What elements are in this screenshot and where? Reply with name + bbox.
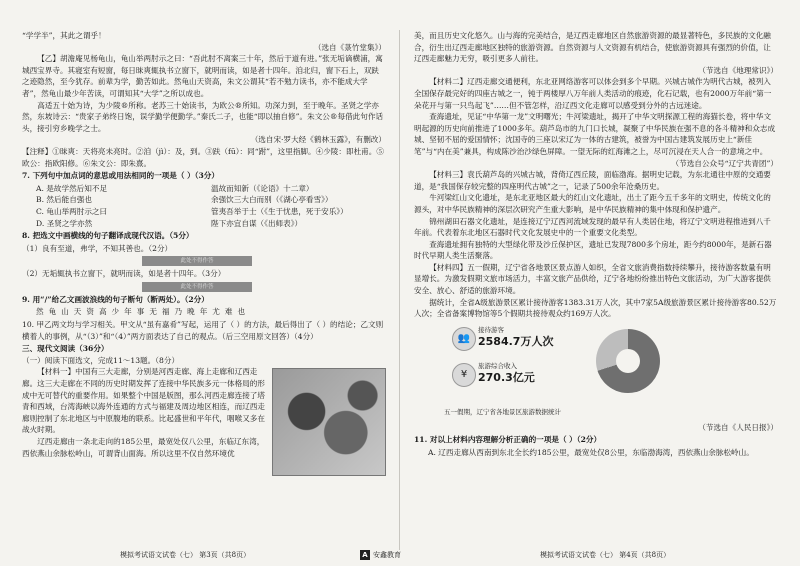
question-7: 7. 下列句中加点词的意思或用法相同的一项是（ ）（3分） [22, 171, 219, 181]
material-3-p1: 【材料三】袁氏葫芦岛的兴城古城，背倚辽西丘陵，面临渤海。据明史记载，为东北通往中原的交通要道，是“我国保存较完整的四座明代古城”之一，记录了500余年沧桑历史。 [414, 170, 771, 191]
source-note: （节选自《人民日报》） [698, 422, 778, 432]
material-1-p1: 【材料一】中国有三大走廊，分别是河西走廊、海上走廊和辽西走廊。这三大走廊在不同的历史时期发挥了连接中华民族多元一体格局的形成中无可替代的重要作用。如果整个中国是版图，那么河西走廊连接了塔青和西域，台湾海峡以海外连通的方式与福建及周边地区相连，而辽西走廊则控制了东北地区与中原腹地的联系。比起盛世和平年代，咽喉又多在战火时期。 [22, 367, 265, 435]
material-3-p4: 查海遗址拥有独特的大型绿化带及沙丘保护区，遗址已发现7800多个房址，距今约8000年，是新石器时代早期人类生活聚落。 [414, 239, 772, 261]
stat-label: 旅游综合收入 [478, 361, 517, 370]
material-3-p3: 锦州湖田石器文化遗址，是连接辽宁辽西河流域发现的最早有人类居住地，将辽宁文明进程推进到八千年前。代表着东北地区石器时代文化发展史中的一个重要文化类型。 [414, 216, 771, 238]
money-icon: ¥ [452, 363, 476, 387]
material-1-p3: 美，而且历史文化悠久。山与海的完美结合，是辽西走廊地区自然旅游资源的最显著特色，多民族的文化融合，衍生出辽西走廊地区独特的旅游资源。自然资源与人文资源有机结合，使旅游资源具有强烈的价值，让辽西走廊魅力无穷，吸引更多人前往。 [414, 31, 771, 64]
page-4 [400, 0, 800, 566]
question-8: 8. 把选文中画横线的句子翻译成现代汉语。（5分） [22, 231, 194, 241]
section-subtitle: （一）阅读下面选文，完成11～13题。（8分） [22, 355, 180, 365]
donut-chart [596, 329, 660, 393]
material-1-p2: 辽西走廊由一条北走向的185公里，最宽处仅八公里，东临辽东湾，西依燕山余脉松岭山，可谓背山面海。所以这里不仅自然环境优 [22, 437, 265, 458]
source-note: （选自宋·罗大经《鹤林玉露》，有删改） [250, 135, 386, 145]
section-title: 三、现代文阅读（36分） [22, 344, 109, 354]
page-footer-right: 模拟考试语文试卷（七） 第4页（共8页） [540, 551, 671, 559]
passage-b-p2: 高适五十始为诗，为少陵®所称。老苏三十始读书，为欧公®所知。功深力到，至于晚年。圣贤之学亦然，东坡诗云：“贵家子弟终日饱，误学勤学便勤学。”秦氏二子，也能“即以抽自修”。朱文公®每借此句作话头，接引穷乡晚学之士。 [22, 100, 384, 133]
question-8-1: （1）良有至道，弗学，不知其善也。（2分） [22, 243, 173, 253]
source-note: （选自《菉竹堂集》） [313, 42, 386, 52]
stat-value: 270.3亿元 [478, 371, 535, 385]
material-4-p1: 【材料四】五一假期，辽宁省各地景区景点游人如织，全省文旅消费指数持续攀升，接待游客数量有明显增长。为激发假期文旅市场活力，丰富文旅产品供给，辽宁各地纷纷推出特色文旅活动，为广大游客提供安全、放心、舒适的旅游环境。 [414, 262, 771, 296]
passage-b-p1: 【乙】胡澹庵见杨龟山，龟山举两肘示之曰：“吾此肘不离案三十年，然后于道有进。”张无垢谪横浦，寓城西宝界寺。其寝室有短窗，每日昧爽辄执书立窗下，就明而读，如是者十四年。洎北归，窗下石上，双趺之迹隐然，至今犹存。前辈为学，勤苦如此。然龟山天资高，朱文公谓其“若不勉力读书，亦不能成大学者”，然龟山最少年苦读，可谓知其“大学”之所以成也。 [22, 54, 383, 98]
q7-option-b[interactable]: B. 然后能自强也 余强饮三大白而别（《湖心亭看雪》） [36, 195, 333, 205]
answer-box[interactable]: 此处不得作答 [142, 282, 252, 292]
infographic-caption: 五一假期，辽宁省各地景区旅游数据统计 [444, 408, 561, 417]
question-8-2: （2）无垢辄执书立窗下，就明而读，如是者十四年。（3分） [22, 269, 226, 279]
question-9-text: 然龟山天资高少年事无福乃晚年尤难也 [36, 307, 251, 317]
stat-label: 接待游客 [478, 325, 504, 334]
publisher-mark: A 安鑫教育 [360, 550, 401, 560]
tourism-infographic [414, 323, 778, 419]
q7-option-c[interactable]: C. 龟山举两肘示之曰 管夷吾举于士（《生于忧患，死于安乐》） [36, 206, 348, 216]
question-10: 10. 甲乙两文均与学习相关。甲文从“虽有嘉肴”写起，运用了（ ）的方法，最后得出了（ ）的结论；乙文则横着人的事例，从“（3）”和“（4）”两方面表达了自己的观点。（后三空用原文回答）（4分） [22, 320, 384, 341]
material-2-p2: 查海遗址，见证“中华第一龙”文明曙光；牛河梁遗址，揭开了中华文明探源工程的海猫长卷，将中华文明起源的历史向前推进了1000多年。葫芦岛市的九门口长城，凝聚了中华民族在强不息的各斗精神和众志成城、坚韧不屈的爱国情怀；沈国寺的三座以宋辽为一体的古建筑，被誉为中国古建筑发展历史上“新佳笔”与“内在美”兼具，构成陈沙治沙绿色屏障。一望无际的红海滩之上，尽可沉浸在天人合一的意境之中。 [414, 112, 776, 156]
stat-value: 2584.7万人次 [478, 335, 554, 349]
text-line: “学学半”，其此之谓乎！ [22, 31, 106, 40]
people-icon: 👥 [452, 327, 476, 351]
q7-option-d[interactable]: D. 圣贤之学亦然 陛下亦宜自谋（《出师表》） [36, 218, 303, 228]
question-9: 9. 用“/”给乙文画波浪线的句子断句（断两处）。（2分） [22, 294, 209, 304]
page-footer-left: 模拟考试语文试卷（七） 第3页（共8页） [120, 551, 251, 559]
q11-option-a[interactable]: A. 辽西走廊从西南到东北全长约185公里，最宽处仅8公里，东临渤海湾，西依燕山余脉松岭山。 [428, 448, 754, 458]
material-4-p2: 据统计，全省A级旅游景区累计接待游客1383.31万人次，其中7家5A级旅游景区累计接待游客80.52万人次；全省备案博物馆等5个假期共接待观众约169万人次。 [414, 297, 777, 319]
question-11: 11. 对以上材料内容理解分析正确的一项是（ ）（2分） [414, 435, 602, 445]
material-3-p2: 牛河梁红山文化遗址，是东北亚地区最大的红山文化遗址，出土了距今五千多年的文明史，传统文化的源头，对中华民族精神的深层次研究产生重大影响，是中华民族精神的集中体现和保护遗产。 [414, 193, 771, 214]
annotations: 【注释】①昧爽：天将亮未亮时。②洎（jì）：及，到。③趺（fū）：同“跗”，这里指脚。④少陵：即杜甫。⑤欧公：指欧阳修。⑥朱文公：即朱熹。 [22, 146, 384, 168]
map-photo [272, 368, 386, 476]
source-note: （节选自《地理常识》） [698, 65, 778, 75]
publisher-logo-icon: A [360, 550, 370, 560]
material-2-p1: 【材料二】辽西走廊交通便利，东北亚网络游客可以体会到多个早期。兴城古城作为明代古城，被列入全国保存最完好的四座古城之一，钝于两楼厚八万年前人类活动的痕迹，化石记载，也有2000万年前“第一朵花开与第一只鸟起飞”……但不管怎样，沿辽西文化走廊可以感受到分外的古远迷途。 [414, 77, 772, 110]
q7-option-a[interactable]: A. 是故学然后知不足 温故而知新（《论语》十二章） [36, 183, 314, 193]
answer-box[interactable]: 此处不得作答 [142, 256, 252, 266]
source-note: （节选自公众号“辽宁共青团”） [671, 158, 778, 168]
